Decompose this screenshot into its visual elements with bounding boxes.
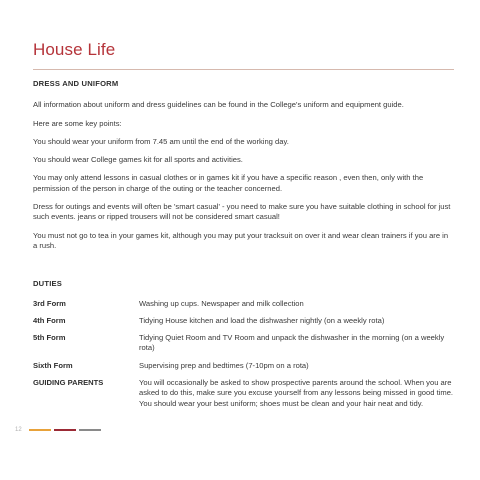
page-number: 12 [15, 427, 22, 433]
duty-row [33, 361, 454, 371]
dress-uniform-heading: DRESS AND UNIFORM [33, 79, 119, 88]
page-content [33, 79, 454, 416]
dress-paragraph: Dress for outings and events will often be 'smart casual' - you need to make sure you have suitable clothing in school for just such events. jeans or ripped trousers will not be considered smart casual! [33, 202, 451, 222]
footer-bar-grey [79, 429, 101, 431]
duty-row [33, 299, 454, 309]
dress-paragraph: You should wear College games kit for all sports and activities. [33, 155, 243, 165]
page-title: House Life [33, 40, 116, 59]
dress-paragraph: You may only attend lessons in casual clothes or in games kit if you have a specific reason , even then, only with the permission of the person in charge of the outing or the teacher concerned. [33, 173, 424, 193]
page-footer [15, 427, 104, 433]
duty-row [33, 316, 454, 326]
dress-paragraph: You must not go to tea in your games kit, although you may put your tracksuit on over it and wear clean trainers if you are in a rush. [33, 230, 449, 250]
duty-label: 4th Form [33, 315, 66, 325]
duty-label: GUIDING PARENTS [33, 378, 104, 388]
duty-text: Tidying House kitchen and load the dishwasher nightly (on a weekly rota) [139, 315, 385, 325]
dress-paragraph: Here are some key points: [33, 118, 122, 128]
duty-row [33, 378, 454, 409]
duty-text: Washing up cups. Newspaper and milk collection [139, 298, 304, 308]
duties-heading: DUTIES [33, 279, 63, 289]
duty-text: Supervising prep and bedtimes (7-10pm on a rota) [139, 360, 309, 370]
dress-paragraph: You should wear your uniform from 7.45 am until the end of the working day. [33, 136, 289, 146]
title-divider [33, 69, 454, 70]
duty-text: Tidying Quiet Room and TV Room and unpack the dishwasher in the morning (on a weekly rota) [139, 333, 445, 353]
duty-row [33, 333, 454, 354]
duty-label: Sixth Form [33, 360, 73, 370]
duty-text: You will occasionally be asked to show prospective parents around the school. When you are asked to do this, make sure you excuse yourself from any lessons being missed in good time. You should wear your best uniform; shoes must be clean and your hair neat and tidy. [139, 378, 454, 408]
footer-bar-red [54, 429, 76, 431]
footer-bar-orange [29, 429, 51, 431]
duty-label: 3rd Form [33, 298, 66, 308]
duty-label: 5th Form [33, 333, 66, 343]
dress-paragraph: All information about uniform and dress guidelines can be found in the College's uniform and equipment guide. [33, 100, 404, 110]
